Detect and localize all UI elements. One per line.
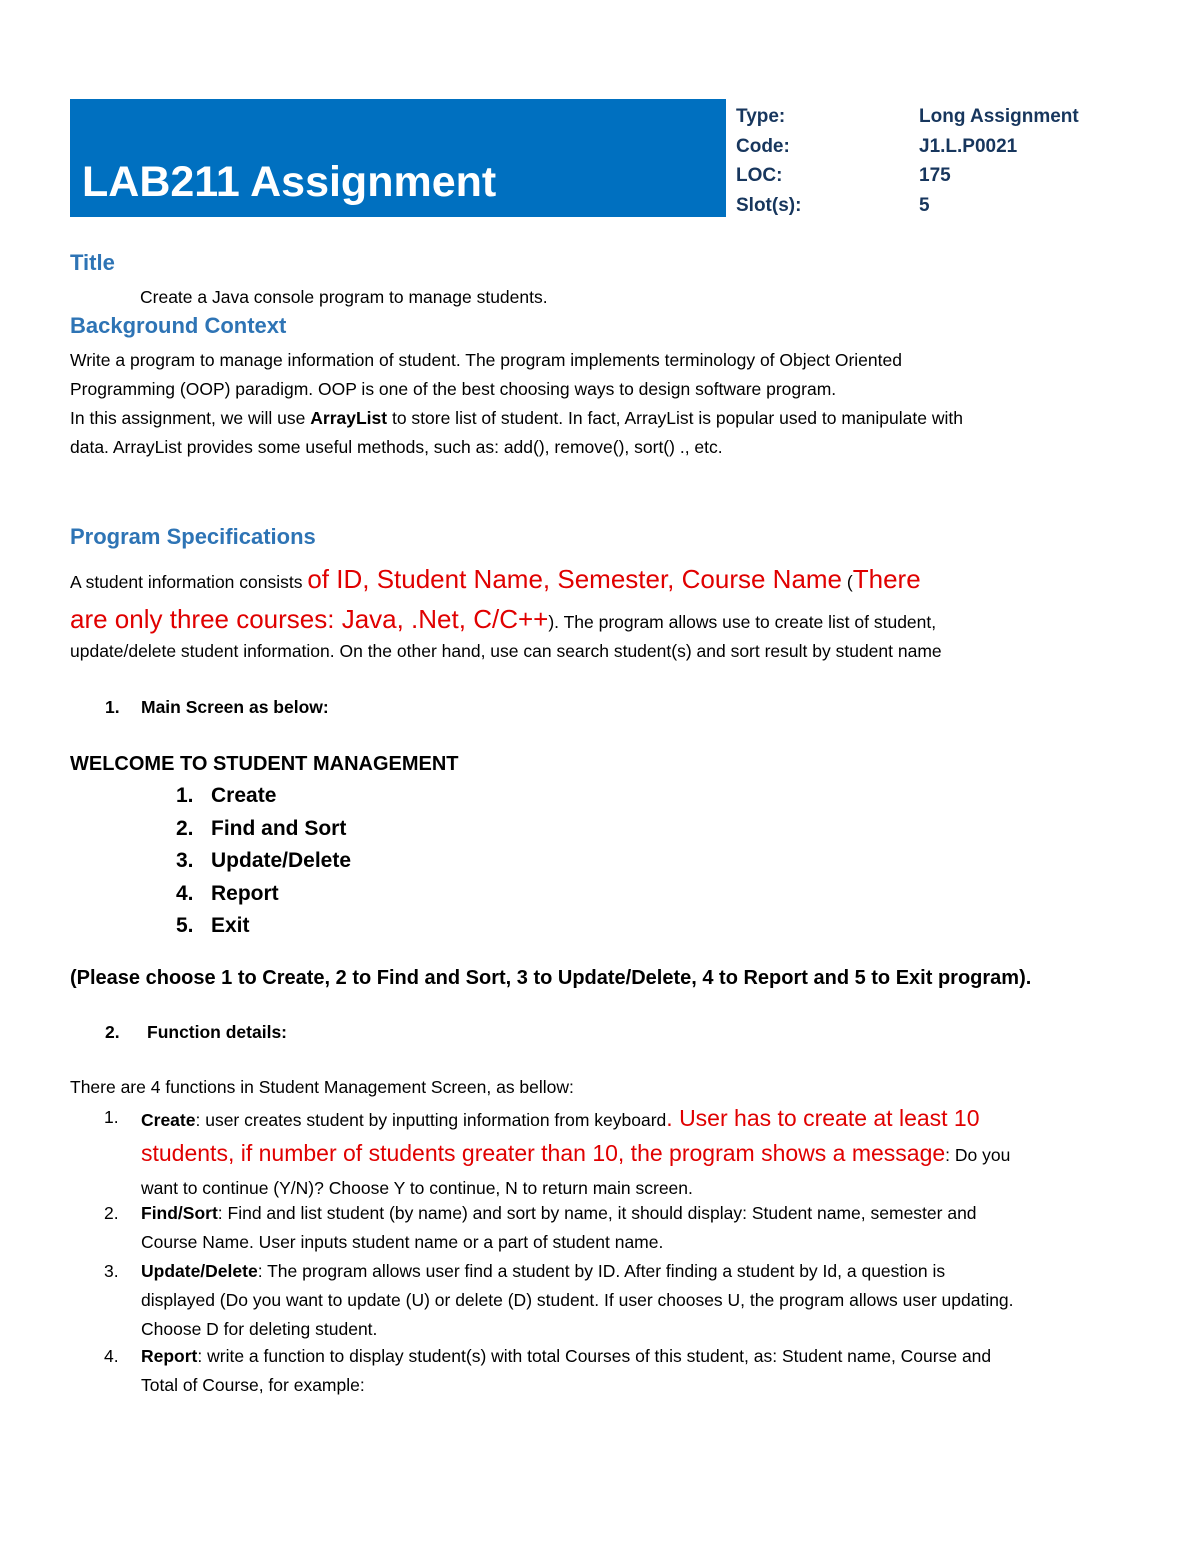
function-name: Report — [141, 1346, 198, 1366]
meta-label: Code: — [736, 135, 790, 157]
menu-item-report — [176, 878, 351, 911]
text-run: : user creates student by inputting information from keyboard — [195, 1110, 667, 1130]
function-line — [141, 1135, 1010, 1174]
background-line — [70, 404, 963, 433]
text-run: : Do you — [945, 1145, 1011, 1165]
functions-intro: There are 4 functions in Student Management Screen, as bellow: — [70, 1077, 574, 1097]
menu-item-update-delete — [176, 845, 351, 878]
function-body — [141, 1257, 1014, 1344]
text-run: to store list of student. In fact, ArrayList is popular used to manipulate with — [387, 408, 963, 428]
item-number: 2. — [176, 816, 194, 840]
item-number: 4. — [104, 1346, 119, 1366]
function-line: want to continue (Y/N)? Choose Y to continue, N to return main screen. — [141, 1178, 693, 1198]
section-item-main-screen — [105, 693, 329, 722]
assignment-meta — [736, 102, 1156, 220]
item-number: 1. — [104, 1107, 119, 1127]
meta-row-type — [736, 102, 1156, 132]
function-name: Find/Sort — [141, 1203, 218, 1223]
choose-instruction: (Please choose 1 to Create, 2 to Find and Sort, 3 to Update/Delete, 4 to Report and 5 to Exit program). — [70, 967, 1032, 989]
item-label: Main Screen as below: — [141, 697, 329, 717]
highlight-text: are only three courses: Java, .Net, C/C++ — [70, 604, 549, 634]
item-label: Function details: — [147, 1022, 287, 1042]
function-body — [141, 1199, 977, 1257]
section-item-function-details — [105, 1018, 287, 1047]
item-number: 1. — [176, 784, 194, 807]
text-run: In this assignment, we will use — [70, 408, 311, 428]
background-line: Programming (OOP) paradigm. OOP is one of the best choosing ways to design software program. — [70, 379, 837, 399]
title-heading: Title — [70, 250, 115, 275]
spec-heading: Program Specifications — [70, 524, 316, 549]
meta-value: Long Assignment — [919, 106, 1079, 127]
function-line: Total of Course, for example: — [141, 1375, 365, 1395]
item-label: Report — [211, 881, 279, 905]
meta-label: LOC: — [736, 165, 783, 186]
function-line — [141, 1342, 991, 1371]
background-line: Write a program to manage information of student. The program implements terminology of Object Oriented — [70, 350, 902, 370]
main-menu-list — [176, 780, 351, 943]
item-label: Find and Sort — [211, 816, 347, 840]
item-number: 2. — [105, 1022, 120, 1042]
meta-row-code — [736, 132, 1156, 162]
menu-item-create — [176, 780, 351, 813]
item-number: 1. — [105, 697, 120, 717]
item-number: 4. — [176, 881, 194, 905]
item-number: 3. — [104, 1261, 119, 1281]
title-text: Create a Java console program to manage students. — [140, 287, 548, 307]
function-item-find-sort — [104, 1199, 977, 1257]
spec-line: update/delete student information. On the other hand, use can search student(s) and sort result by student name — [70, 641, 942, 661]
function-body — [141, 1103, 1010, 1203]
function-line — [141, 1103, 1010, 1135]
text-run: ( — [842, 572, 853, 592]
function-body — [141, 1342, 991, 1400]
text-run: A student information consists — [70, 572, 308, 592]
text-run: : The program allows user find a student by ID. After finding a student by Id, a question is — [257, 1261, 946, 1281]
highlight-text: of ID, Student Name, Semester, Course Name — [307, 564, 843, 594]
highlight-text: There — [852, 564, 921, 594]
spec-line — [70, 560, 921, 601]
menu-item-exit — [176, 910, 351, 943]
function-name: Create — [141, 1110, 196, 1130]
meta-value: 175 — [919, 165, 951, 186]
function-name: Update/Delete — [141, 1261, 258, 1281]
highlight-text: students, if number of students greater than 10, the program shows a message — [141, 1140, 946, 1166]
menu-item-find-sort — [176, 813, 351, 846]
highlight-text: . User has to create at least 10 — [666, 1105, 980, 1131]
function-item-create — [104, 1103, 1010, 1203]
item-number: 2. — [104, 1203, 119, 1223]
function-item-update-delete — [104, 1257, 1014, 1344]
item-label: Exit — [211, 914, 250, 937]
meta-value: J1.L.P0021 — [919, 135, 1018, 157]
function-line — [141, 1257, 1014, 1286]
function-line: Course Name. User inputs student name or a part of student name. — [141, 1232, 664, 1252]
item-label: Update/Delete — [211, 849, 352, 872]
spec-line — [70, 600, 936, 641]
text-run: : write a function to display student(s) with total Courses of this student, as: Student name, Course and — [197, 1346, 992, 1366]
welcome-text: WELCOME TO STUDENT MANAGEMENT — [70, 753, 459, 775]
text-run: : Find and list student (by name) and sort by name, it should display: Student name, semester and — [217, 1203, 977, 1223]
item-number: 5. — [176, 914, 194, 937]
function-line — [141, 1199, 977, 1228]
function-item-report — [104, 1342, 991, 1400]
meta-label: Slot(s): — [736, 194, 802, 216]
item-label: Create — [211, 784, 277, 807]
item-number: 3. — [176, 849, 194, 872]
meta-row-slots — [736, 191, 1156, 221]
arraylist-term: ArrayList — [310, 408, 388, 428]
meta-row-loc — [736, 161, 1156, 191]
document-title: LAB211 Assignment — [82, 158, 497, 206]
function-line: Choose D for deleting student. — [141, 1319, 378, 1339]
meta-value: 5 — [919, 194, 930, 216]
background-line: data. ArrayList provides some useful methods, such as: add(), remove(), sort() ., etc. — [70, 437, 723, 457]
text-run: ). The program allows use to create list of student, — [548, 612, 937, 632]
background-heading: Background Context — [70, 313, 287, 338]
meta-label: Type: — [736, 106, 786, 127]
function-line: displayed (Do you want to update (U) or delete (D) student. If user chooses U, the program allows user updating. — [141, 1290, 1014, 1310]
